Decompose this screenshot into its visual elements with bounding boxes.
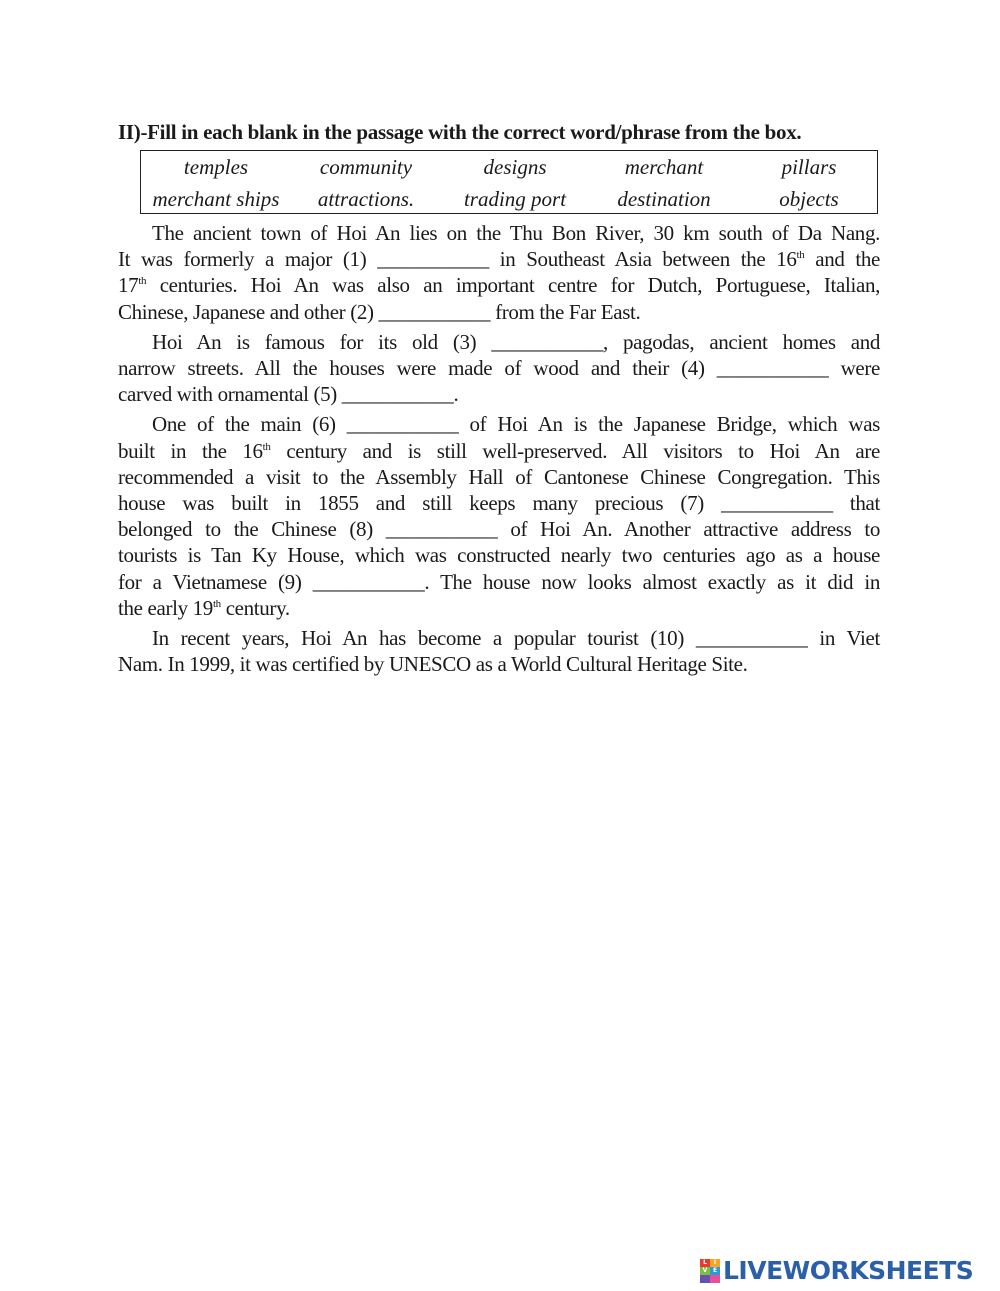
word-box [140,150,878,214]
logo-text: LIVEWORKSHEETS [723,1256,974,1285]
passage-line: house was built in 1855 and still keeps many precious (7) ___________ that [118,491,880,516]
logo-mark-tile: L [700,1259,710,1267]
answer-blank[interactable]: ___________ [346,412,459,437]
passage-line: the early 19th century. [118,595,290,620]
word-option: merchant [624,155,704,179]
word-option: merchant ships [152,187,280,211]
logo-mark-tile: V [700,1267,710,1275]
logo-mark-tile [710,1275,720,1283]
passage-line: recommended a visit to the Assembly Hall of Cantonese Chinese Congregation. This [118,464,880,489]
word-option: attractions. [317,187,415,211]
passage-paragraph [118,329,880,408]
ordinal-suffix: th [262,440,271,453]
exercise-heading: II)-Fill in each blank in the passage with the correct word/phrase from the box. [118,120,802,144]
ordinal-suffix: th [138,275,147,288]
liveworksheets-logo [700,1258,973,1284]
word-box-row-1 [141,151,877,183]
passage-line: belonged to the Chinese (8) ___________ of Hoi An. Another attractive address to [118,517,881,542]
passage-line: One of the main (6) ___________ of Hoi An is the Japanese Bridge, which was [152,412,880,437]
word-option: pillars [781,155,837,179]
word-option: designs [483,155,547,179]
word-box-row-2 [141,183,877,215]
answer-blank[interactable]: ___________ [695,626,808,651]
worksheet [118,118,880,681]
logo-mark-tile: I [710,1259,720,1267]
answer-blank[interactable]: ___________ [312,569,425,594]
passage-line: It was formerly a major (1) ___________ in Southeast Asia between the 16th and the [118,247,881,272]
passage [118,220,880,677]
ordinal-suffix: th [212,597,221,610]
passage-line: carved with ornamental (5) ___________. [118,382,459,407]
passage-line: 17th centuries. Hoi An was also an important centre for Dutch, Portuguese, Italian, [118,273,880,298]
answer-blank[interactable]: ___________ [721,491,833,516]
passage-line: The ancient town of Hoi An lies on the Thu Bon River, 30 km south of Da Nang. [152,221,880,245]
answer-blank[interactable]: ___________ [378,299,491,324]
word-option: community [319,155,413,179]
word-option: objects [779,187,839,211]
passage-paragraph [118,220,880,325]
word-option: temples [183,155,249,179]
passage-line: Chinese, Japanese and other (2) ___________ from the Far East. [118,299,641,324]
passage-line: for a Vietnamese (9) ___________. The house now looks almost exactly as it did in [118,569,880,594]
logo-mark-tile: E [710,1267,720,1275]
word-option: destination [617,187,711,211]
passage-line: Hoi An is famous for its old (3) ___________, pagodas, ancient homes and [152,329,880,354]
answer-blank[interactable]: ___________ [385,517,498,542]
passage-paragraph [118,625,880,677]
passage-paragraph [118,411,880,621]
answer-blank[interactable]: ___________ [716,356,829,381]
passage-line: Nam. In 1999, it was certified by UNESCO as a World Cultural Heritage Site. [118,652,748,677]
answer-blank[interactable]: ___________ [341,382,454,407]
passage-line: In recent years, Hoi An has become a popular tourist (10) ___________ in Viet [152,626,880,651]
answer-blank[interactable]: ___________ [377,247,489,272]
passage-line: narrow streets. All the houses were made of wood and their (4) ___________ were [118,356,880,381]
ordinal-suffix: th [796,249,805,262]
logo-mark-tile [700,1275,710,1283]
passage-line: tourists is Tan Ky House, which was constructed nearly two centuries ago as a house [118,543,880,568]
passage-line: built in the 16th century and is still well-preserved. All visitors to Hoi An are [118,438,880,463]
word-option: trading port [463,187,567,211]
liveworksheets-logo-icon [700,1259,720,1283]
answer-blank[interactable]: ___________ [491,329,603,354]
